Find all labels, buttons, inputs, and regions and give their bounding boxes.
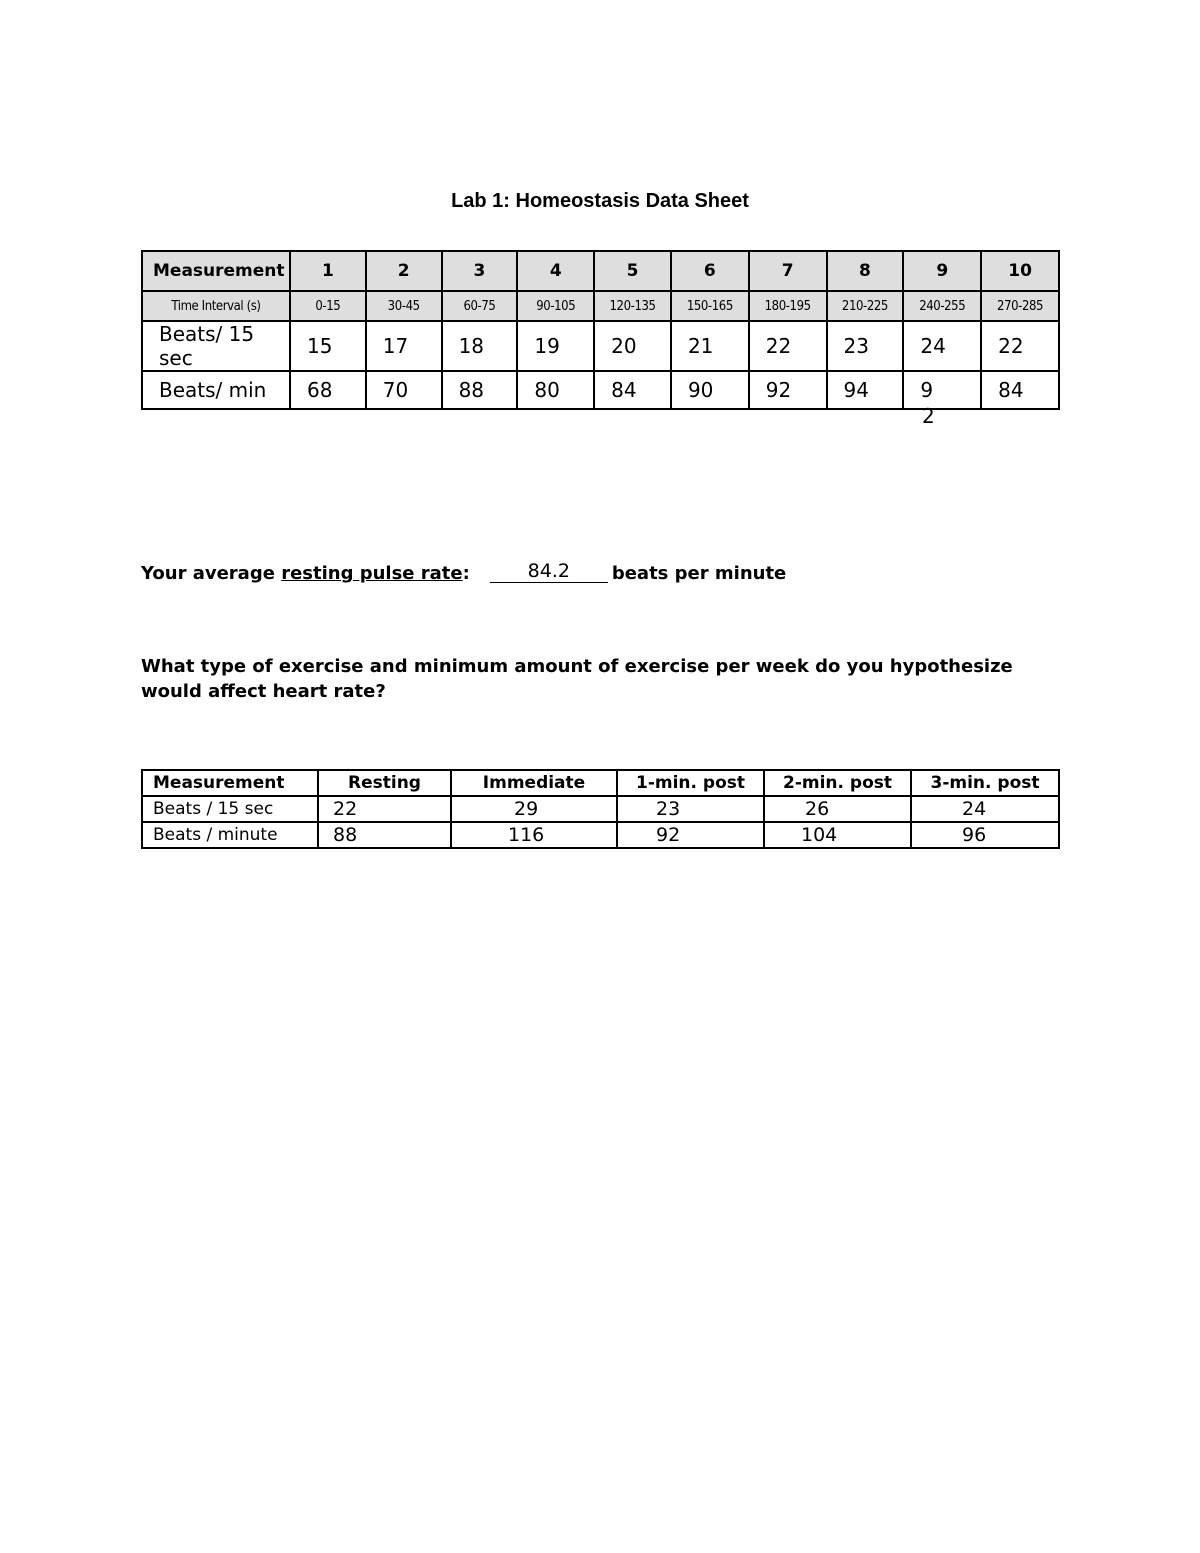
beats-min-cell[interactable]: 88 xyxy=(442,371,518,409)
time-interval-cell: 60-75 xyxy=(442,291,518,321)
exercise-measurements-table xyxy=(141,769,1060,849)
table-header-row xyxy=(142,251,1059,291)
time-interval-cell: 240-255 xyxy=(903,291,981,321)
table-cell[interactable]: 29 xyxy=(451,796,617,822)
time-interval-cell: 90-105 xyxy=(517,291,594,321)
table-cell[interactable]: 24 xyxy=(911,796,1059,822)
average-suffix: beats per minute xyxy=(611,563,787,584)
measurement-number: 6 xyxy=(671,251,749,291)
time-interval-cell: 270-285 xyxy=(981,291,1059,321)
beats-15-cell[interactable]: 19 xyxy=(517,321,594,371)
measurement-number: 3 xyxy=(442,251,518,291)
beats-min-cell[interactable]: 92 xyxy=(749,371,827,409)
hypothesis-question: What type of exercise and minimum amount of exercise per week do you hypothesize would affect heart rate? xyxy=(141,656,1013,702)
time-interval-cell: 180-195 xyxy=(749,291,827,321)
beats-min-cell[interactable]: 90 xyxy=(671,371,749,409)
table-cell[interactable]: 96 xyxy=(911,822,1059,848)
row-label: Beats / 15 sec xyxy=(142,796,318,822)
column-header: Resting xyxy=(318,770,451,796)
measurement-number: 9 xyxy=(903,251,981,291)
table-cell[interactable]: 88 xyxy=(318,822,451,848)
page-title: Lab 1: Homeostasis Data Sheet xyxy=(451,190,749,212)
row-label: Beats / minute xyxy=(142,822,318,848)
beats-min-cell[interactable]: 9 xyxy=(903,371,981,409)
time-interval-cell: 0-15 xyxy=(290,291,366,321)
table-cell[interactable]: 22 xyxy=(318,796,451,822)
table-header-row xyxy=(142,770,1059,796)
column-header: Immediate xyxy=(451,770,617,796)
time-interval-cell: 30-45 xyxy=(366,291,442,321)
header-label: Measurement xyxy=(142,251,290,291)
beats-15-cell[interactable]: 18 xyxy=(442,321,518,371)
measurement-number: 5 xyxy=(594,251,671,291)
time-interval-cell: 150-165 xyxy=(671,291,749,321)
measurement-number: 2 xyxy=(366,251,442,291)
column-header: 1-min. post xyxy=(617,770,764,796)
beats-15-cell[interactable]: 15 xyxy=(290,321,366,371)
measurement-number: 1 xyxy=(290,251,366,291)
measurement-number: 10 xyxy=(981,251,1059,291)
overflow-digit: 2 xyxy=(922,404,935,428)
beats-15-cell[interactable]: 24 xyxy=(903,321,981,371)
time-interval-cell: 210-225 xyxy=(827,291,904,321)
table-cell[interactable]: 116 xyxy=(451,822,617,848)
average-pulse-field[interactable]: 84.2 xyxy=(490,560,608,583)
time-interval-row xyxy=(142,291,1059,321)
beats-min-cell[interactable]: 68 xyxy=(290,371,366,409)
time-interval-label: Time Interval (s) xyxy=(142,291,290,321)
column-header: 2-min. post xyxy=(764,770,911,796)
header-label: Measurement xyxy=(142,770,318,796)
average-prefix: Your average xyxy=(141,563,282,584)
measurement-number: 7 xyxy=(749,251,827,291)
average-colon: : xyxy=(462,563,470,584)
time-interval-cell: 120-135 xyxy=(594,291,671,321)
beats-15-cell[interactable]: 17 xyxy=(366,321,442,371)
table-cell[interactable]: 23 xyxy=(617,796,764,822)
beats-15-cell[interactable]: 20 xyxy=(594,321,671,371)
measurement-number: 4 xyxy=(517,251,594,291)
beats-15-cell[interactable]: 22 xyxy=(981,321,1059,371)
beats-min-cell[interactable]: 94 xyxy=(827,371,904,409)
column-header: 3-min. post xyxy=(911,770,1059,796)
beats-min-cell[interactable]: 84 xyxy=(594,371,671,409)
table-row xyxy=(142,796,1059,822)
beats-15-label: Beats/ 15 sec xyxy=(142,321,290,371)
beats-min-cell[interactable]: 70 xyxy=(366,371,442,409)
table-cell[interactable]: 26 xyxy=(764,796,911,822)
table-cell[interactable]: 92 xyxy=(617,822,764,848)
pulse-measurements-table xyxy=(141,250,1060,410)
beats-min-label: Beats/ min xyxy=(142,371,290,409)
beats-min-cell[interactable]: 80 xyxy=(517,371,594,409)
table-cell[interactable]: 104 xyxy=(764,822,911,848)
beats-min-cell[interactable]: 84 xyxy=(981,371,1059,409)
average-underlined-term: resting pulse rate xyxy=(281,563,463,584)
beats-15-cell[interactable]: 21 xyxy=(671,321,749,371)
average-pulse-line xyxy=(141,562,786,585)
beats-per-15-sec-row xyxy=(142,321,1059,371)
beats-15-cell[interactable]: 23 xyxy=(827,321,904,371)
beats-15-cell[interactable]: 22 xyxy=(749,321,827,371)
table-row xyxy=(142,822,1059,848)
measurement-number: 8 xyxy=(827,251,904,291)
